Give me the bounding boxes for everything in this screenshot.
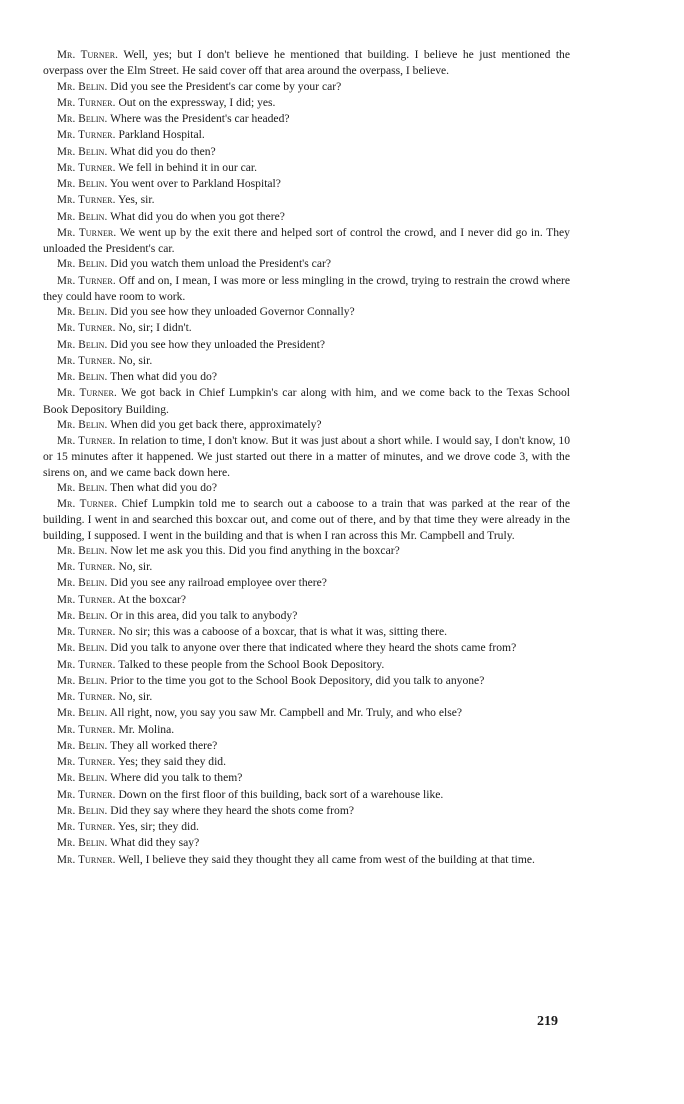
testimony-paragraph bbox=[43, 95, 570, 111]
speaker-name: Mr. Belin. bbox=[57, 418, 108, 431]
testimony-text: Then what did you do? bbox=[110, 370, 217, 383]
testimony-text: We got back in Chief Lumpkin's car along with him, and we come back to the Texas School Book Depository Building. bbox=[43, 386, 570, 416]
speaker-name: Mr. Belin. bbox=[57, 707, 108, 720]
speaker-name: Mr. Belin. bbox=[57, 577, 108, 590]
testimony-paragraph bbox=[43, 496, 570, 543]
speaker-name: Mr. Turner. bbox=[57, 194, 116, 207]
testimony-paragraph bbox=[43, 592, 570, 608]
testimony-text: Did you see how they unloaded Governor Connally? bbox=[110, 305, 355, 318]
testimony-paragraph bbox=[43, 480, 570, 496]
testimony-paragraph bbox=[43, 803, 570, 819]
speaker-name: Mr. Belin. bbox=[57, 210, 108, 223]
testimony-transcript bbox=[43, 47, 570, 868]
testimony-text: Now let me ask you this. Did you find anything in the boxcar? bbox=[110, 543, 400, 557]
speaker-name: Mr. Turner. bbox=[57, 129, 116, 142]
speaker-name: Mr. Turner. bbox=[57, 691, 116, 703]
speaker-name: Mr. Belin. bbox=[57, 674, 108, 687]
testimony-text: Down on the first floor of this building, back sort of a warehouse like. bbox=[118, 787, 444, 801]
testimony-paragraph bbox=[43, 559, 570, 575]
speaker-name: Mr. Turner. bbox=[57, 49, 119, 61]
testimony-paragraph bbox=[43, 209, 570, 225]
testimony-paragraph bbox=[43, 192, 570, 208]
testimony-text: What did you do when you got there? bbox=[110, 209, 285, 223]
testimony-text: No, sir. bbox=[118, 353, 153, 367]
speaker-name: Mr. Turner. bbox=[57, 821, 116, 833]
speaker-name: Mr. Belin. bbox=[57, 306, 108, 318]
speaker-name: Mr. Belin. bbox=[57, 772, 108, 785]
testimony-paragraph bbox=[43, 225, 570, 257]
testimony-paragraph bbox=[43, 835, 570, 851]
testimony-text: In relation to time, I don't know. But it was just about a short while. I would say, I don't know, 10 or 15 minutes after it happened. We just started out there in a matter of minutes, and we drove code 3, with the sirens on, and we came back down here. bbox=[43, 434, 570, 479]
testimony-text: Where was the President's car headed? bbox=[110, 112, 290, 125]
testimony-text: Talked to these people from the School Book Depository. bbox=[118, 657, 385, 671]
testimony-text: Prior to the time you got to the School Book Depository, did you talk to anyone? bbox=[110, 673, 485, 687]
speaker-name: Mr. Turner. bbox=[57, 226, 117, 239]
testimony-paragraph bbox=[43, 369, 570, 385]
speaker-name: Mr. Turner. bbox=[57, 853, 116, 866]
speaker-name: Mr. Turner. bbox=[57, 788, 116, 801]
testimony-paragraph bbox=[43, 543, 570, 559]
testimony-paragraph bbox=[43, 575, 570, 591]
testimony-paragraph bbox=[43, 770, 570, 786]
testimony-paragraph bbox=[43, 160, 570, 176]
speaker-name: Mr. Turner. bbox=[57, 626, 116, 638]
testimony-text: Did you see the President's car come by your car? bbox=[110, 79, 342, 93]
testimony-text: Well, yes; but I don't believe he mentioned that building. I believe he just mentioned the overpass over the Elm Street. He said cover off that area around the overpass, I believe. bbox=[43, 48, 570, 78]
testimony-paragraph bbox=[43, 385, 570, 417]
testimony-paragraph bbox=[43, 705, 570, 721]
testimony-text: Parkland Hospital. bbox=[118, 128, 205, 142]
testimony-paragraph bbox=[43, 819, 570, 835]
speaker-name: Mr. Belin. bbox=[57, 371, 108, 383]
testimony-text: No, sir. bbox=[118, 690, 153, 703]
speaker-name: Mr. Turner. bbox=[57, 354, 116, 367]
testimony-paragraph bbox=[43, 673, 570, 689]
speaker-name: Mr. Belin. bbox=[57, 80, 108, 93]
speaker-name: Mr. Turner. bbox=[57, 322, 116, 335]
testimony-paragraph bbox=[43, 337, 570, 353]
speaker-name: Mr. Turner. bbox=[57, 96, 116, 109]
speaker-name: Mr. Turner. bbox=[57, 498, 118, 510]
testimony-paragraph bbox=[43, 689, 570, 705]
speaker-name: Mr. Belin. bbox=[57, 544, 108, 557]
speaker-name: Mr. Turner. bbox=[57, 756, 116, 768]
speaker-name: Mr. Belin. bbox=[57, 642, 108, 655]
testimony-paragraph bbox=[43, 787, 570, 803]
speaker-name: Mr. Belin. bbox=[57, 481, 108, 494]
speaker-name: Mr. Belin. bbox=[57, 837, 108, 850]
speaker-name: Mr. Belin. bbox=[57, 178, 108, 190]
speaker-name: Mr. Turner. bbox=[57, 161, 116, 174]
testimony-paragraph bbox=[43, 273, 570, 305]
testimony-text: Then what did you do? bbox=[110, 480, 217, 494]
testimony-paragraph bbox=[43, 722, 570, 738]
speaker-name: Mr. Turner. bbox=[57, 593, 116, 606]
testimony-paragraph bbox=[43, 852, 570, 868]
speaker-name: Mr. Belin. bbox=[57, 113, 108, 125]
testimony-text: Or in this area, did you talk to anybody? bbox=[110, 608, 298, 622]
testimony-paragraph bbox=[43, 640, 570, 656]
testimony-paragraph bbox=[43, 47, 570, 79]
testimony-paragraph bbox=[43, 608, 570, 624]
testimony-text: We fell in behind it in our car. bbox=[118, 160, 258, 174]
testimony-text: When did you get back there, approximately? bbox=[110, 417, 322, 431]
testimony-text: We went up by the exit there and helped sort of control the crowd, and I never did go in. They unloaded the President's car. bbox=[43, 225, 570, 255]
speaker-name: Mr. Belin. bbox=[57, 609, 108, 622]
speaker-name: Mr. Turner. bbox=[57, 561, 116, 573]
testimony-paragraph bbox=[43, 144, 570, 160]
speaker-name: Mr. Belin. bbox=[57, 145, 108, 158]
testimony-text: No, sir; I didn't. bbox=[118, 321, 192, 335]
testimony-text: What did you do then? bbox=[110, 144, 216, 158]
testimony-text: You went over to Parkland Hospital? bbox=[109, 177, 281, 190]
testimony-text: Where did you talk to them? bbox=[110, 771, 243, 785]
testimony-text: Chief Lumpkin told me to search out a caboose to a train that was parked at the rear of the building. I went in and searched this boxcar out, and come out of there, and by that time they were already in the building, I supposed. I went in the building and that is when I ran across this Mr. Campbell and Truly. bbox=[43, 497, 570, 542]
speaker-name: Mr. Belin. bbox=[57, 258, 108, 271]
testimony-paragraph bbox=[43, 304, 570, 320]
testimony-text: Mr. Molina. bbox=[118, 722, 175, 736]
testimony-paragraph bbox=[43, 176, 570, 192]
testimony-text: Did you watch them unload the President's car? bbox=[110, 257, 331, 271]
testimony-text: Did you talk to anyone over there that indicated where they heard the shots came from? bbox=[110, 641, 517, 655]
testimony-paragraph bbox=[43, 79, 570, 95]
testimony-text: Did you see any railroad employee over there? bbox=[110, 576, 327, 590]
speaker-name: Mr. Turner. bbox=[57, 658, 116, 671]
speaker-name: Mr. Belin. bbox=[57, 804, 108, 817]
page-number: 219 bbox=[537, 1014, 558, 1029]
testimony-text: They all worked there? bbox=[110, 738, 218, 752]
testimony-paragraph bbox=[43, 111, 570, 127]
testimony-paragraph bbox=[43, 256, 570, 272]
testimony-text: At the boxcar? bbox=[117, 592, 187, 606]
speaker-name: Mr. Belin. bbox=[57, 338, 108, 351]
testimony-paragraph bbox=[43, 433, 570, 480]
testimony-text: Off and on, I mean, I was more or less mingling in the crowd, trying to restrain the crowd where they could have room to work. bbox=[43, 273, 571, 303]
testimony-text: Did you see how they unloaded the President? bbox=[110, 337, 326, 351]
testimony-paragraph bbox=[43, 624, 570, 640]
speaker-name: Mr. Turner. bbox=[57, 723, 116, 736]
testimony-text: No, sir. bbox=[118, 560, 153, 573]
testimony-text: Yes, sir; they did. bbox=[118, 820, 199, 833]
testimony-paragraph bbox=[43, 320, 570, 336]
testimony-paragraph bbox=[43, 738, 570, 754]
testimony-paragraph bbox=[43, 657, 570, 673]
testimony-text: Out on the expressway, I did; yes. bbox=[118, 95, 276, 109]
speaker-name: Mr. Belin. bbox=[57, 739, 108, 752]
testimony-text: Yes; they said they did. bbox=[118, 755, 226, 768]
testimony-text: Yes, sir. bbox=[118, 193, 155, 207]
testimony-text: Did they say where they heard the shots come from? bbox=[110, 803, 354, 817]
testimony-text: No sir; this was a caboose of a boxcar, that is what it was, sitting there. bbox=[118, 625, 448, 638]
speaker-name: Mr. Turner. bbox=[57, 274, 116, 287]
testimony-paragraph bbox=[43, 353, 570, 369]
testimony-text: What did they say? bbox=[110, 836, 200, 850]
testimony-paragraph bbox=[43, 417, 570, 433]
testimony-text: Well, I believe they said they thought they all came from west of the building at that time. bbox=[118, 852, 535, 866]
testimony-paragraph bbox=[43, 754, 570, 770]
speaker-name: Mr. Turner. bbox=[57, 435, 116, 447]
testimony-text: All right, now, you say you saw Mr. Campbell and Mr. Truly, and who else? bbox=[109, 706, 463, 720]
speaker-name: Mr. Turner. bbox=[57, 387, 117, 400]
testimony-paragraph bbox=[43, 127, 570, 143]
